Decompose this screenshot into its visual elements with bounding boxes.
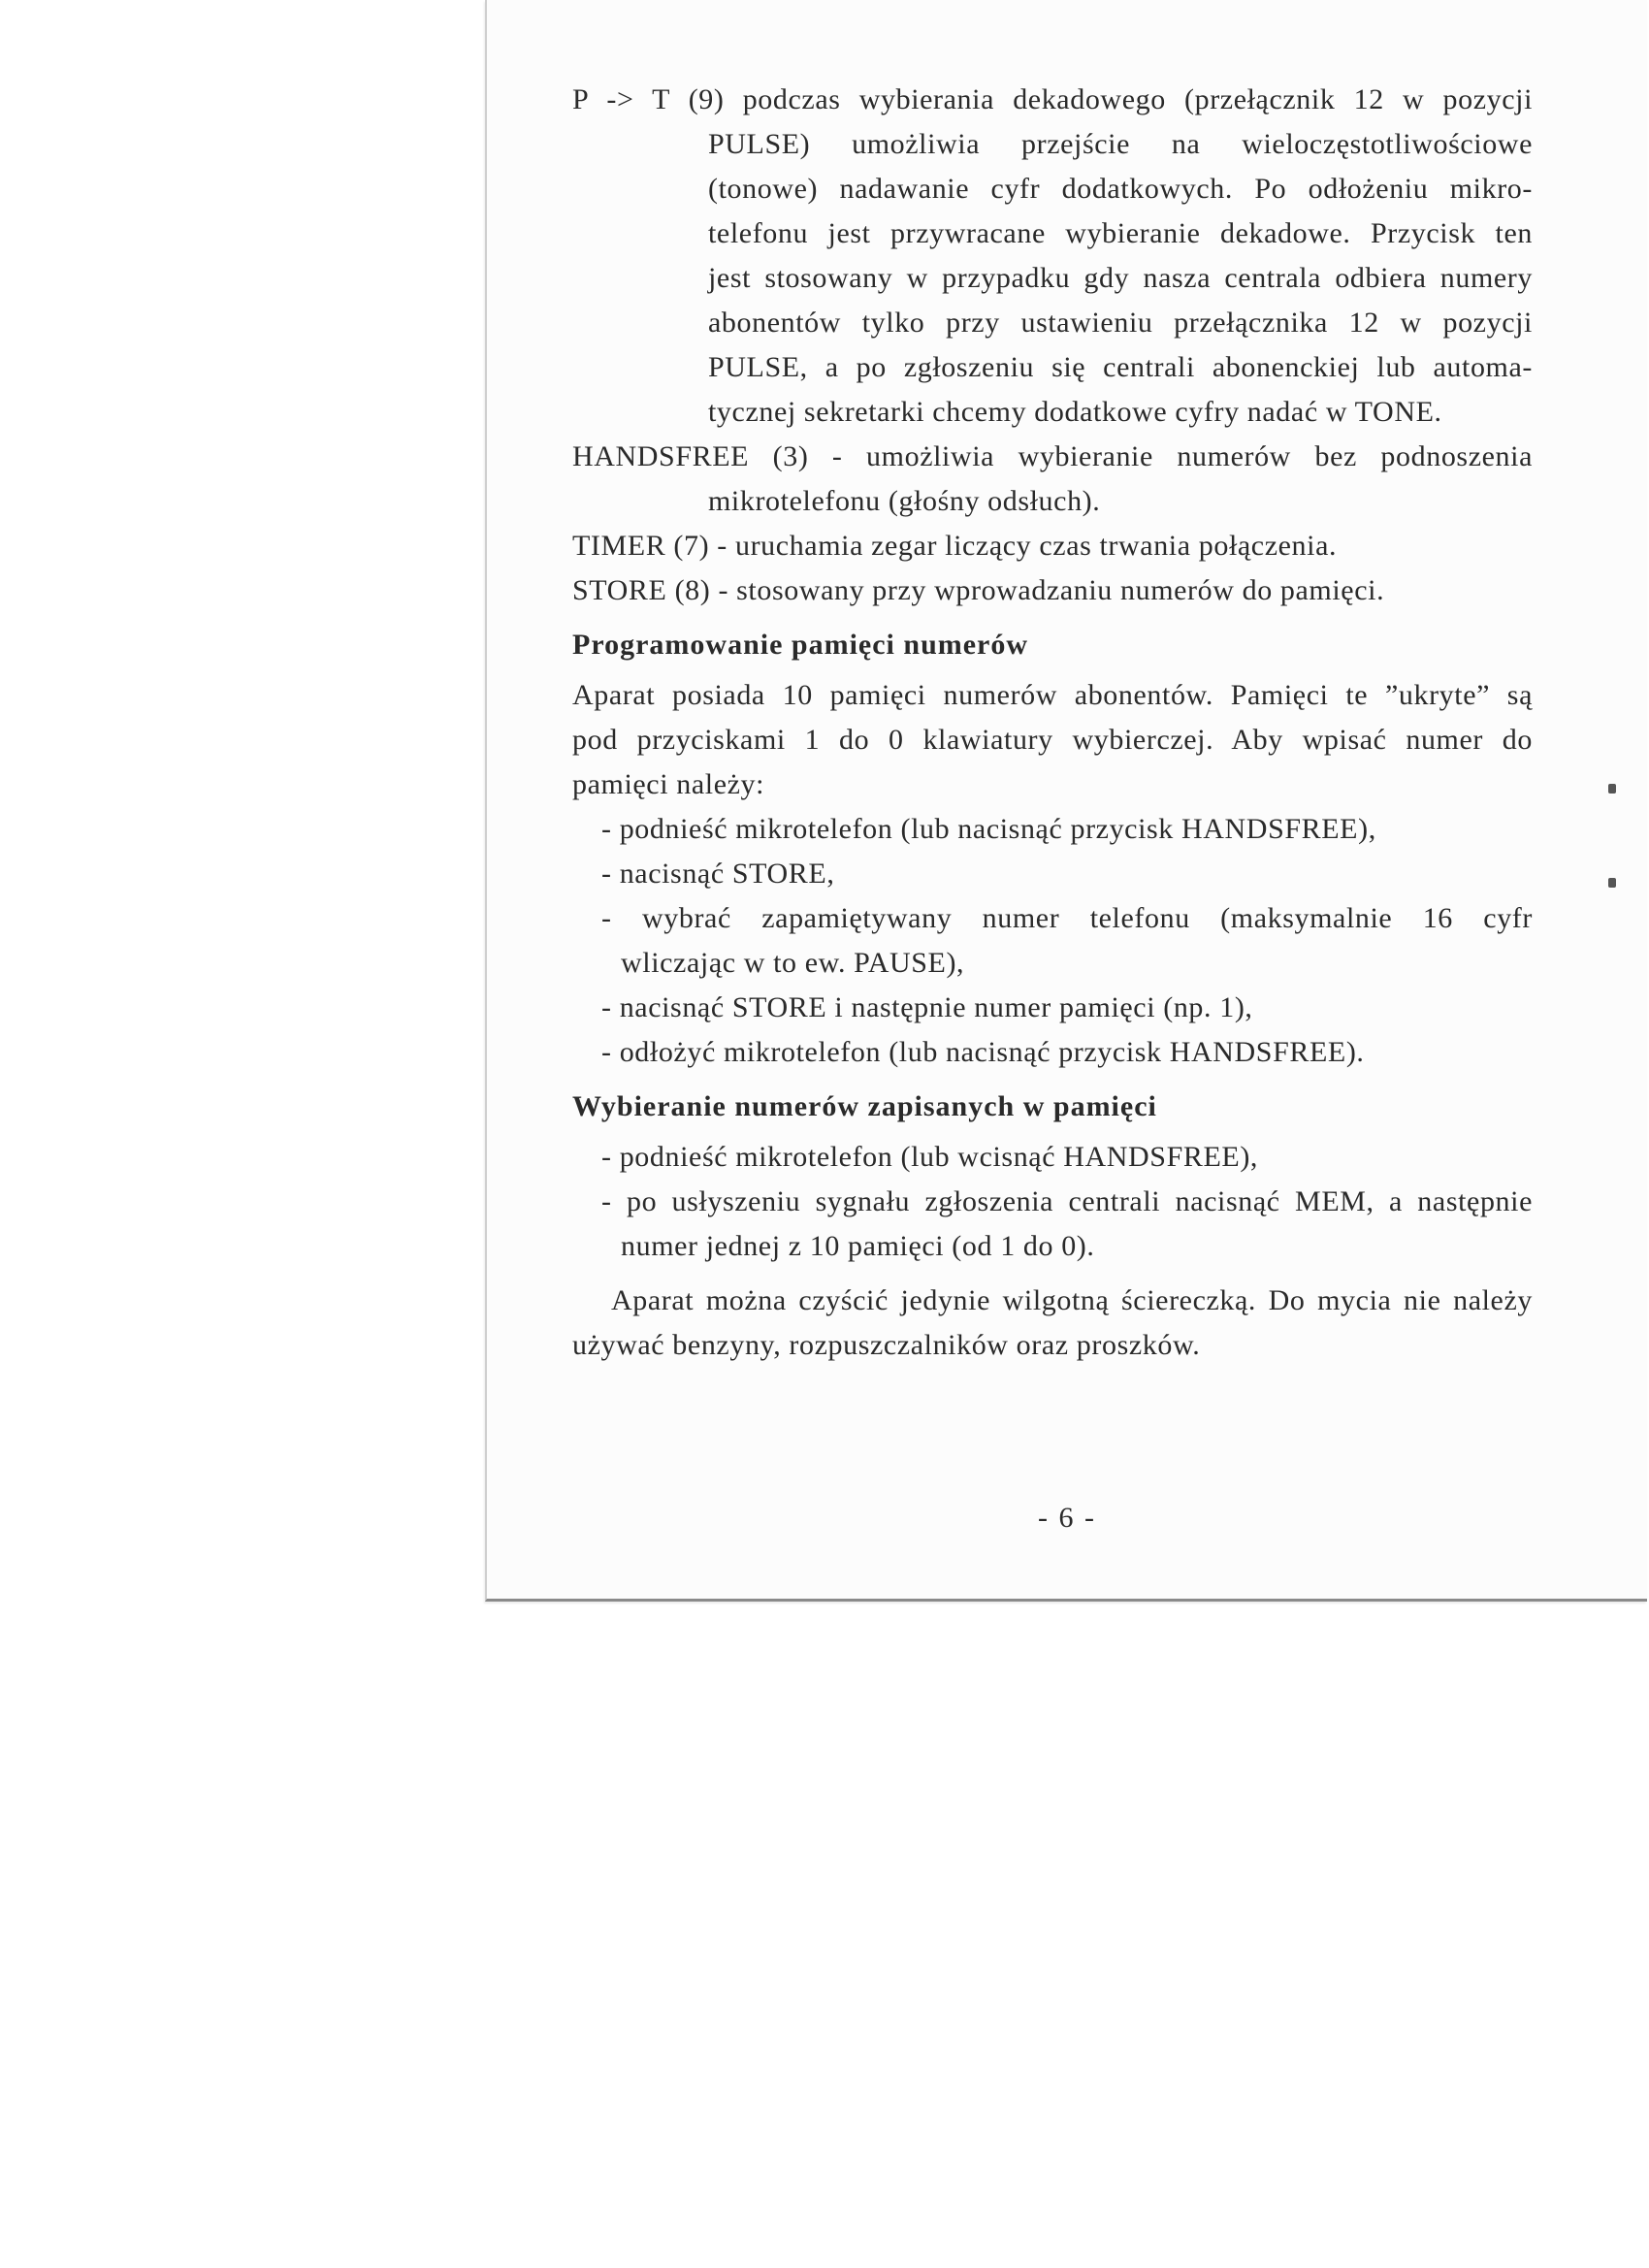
entry-timer: TIMER (7) - uruchamia zegar liczący czas trwania połączenia. [572, 530, 1338, 562]
page-number: - 6 - [1038, 1502, 1096, 1534]
section1-intro: pod przyciskami 1 do 0 klawiatury wybierczej. Aby wpisać numer do [572, 724, 1533, 756]
entry-p-t-cont: PULSE) umożliwia przejście na wieloczęstotliwościowe [708, 128, 1533, 160]
entry-p-t-cont: telefonu jest przywracane wybieranie dekadowe. Przycisk ten [708, 217, 1533, 249]
entry-p-t: P -> T (9) podczas wybierania dekadowego (przełącznik 12 w pozycji [572, 83, 1533, 115]
section2-step: - po usłyszeniu sygnału zgłoszenia centrali nacisnąć MEM, a następnie [601, 1185, 1533, 1217]
entry-p-t-cont: jest stosowany w przypadku gdy nasza centrala odbiera numery [708, 262, 1533, 294]
care-note: używać benzyny, rozpuszczalników oraz proszków. [572, 1329, 1201, 1361]
section1-step: - wybrać zapamiętywany numer telefonu (maksymalnie 16 cyfr [601, 902, 1533, 934]
section1-step: - nacisnąć STORE, [601, 858, 835, 890]
section1-step: - odłożyć mikrotelefon (lub nacisnąć przycisk HANDSFREE). [601, 1036, 1365, 1068]
entry-p-t-cont: PULSE, a po zgłoszeniu się centrali abonenckiej lub automa- [708, 351, 1533, 383]
document-body [572, 78, 1533, 1368]
section1-intro: Aparat posiada 10 pamięci numerów abonentów. Pamięci te ”ukryte” są [572, 679, 1533, 711]
scan-speck [1608, 784, 1616, 794]
entry-handsfree-cont: mikrotelefonu (głośny odsłuch). [708, 485, 1101, 517]
section2-step: - podnieść mikrotelefon (lub wcisnąć HANDSFREE), [601, 1141, 1259, 1173]
entry-store: STORE (8) - stosowany przy wprowadzaniu numerów do pamięci. [572, 574, 1385, 606]
section1-intro: pamięci należy: [572, 768, 765, 800]
entry-handsfree: HANDSFREE (3) - umożliwia wybieranie numerów bez podnoszenia [572, 440, 1533, 472]
section-heading-programming: Programowanie pamięci numerów [572, 629, 1029, 661]
entry-p-t-cont: tycznej sekretarki chcemy dodatkowe cyfry nadać w TONE. [708, 396, 1442, 428]
section1-step: - podnieść mikrotelefon (lub nacisnąć przycisk HANDSFREE), [601, 813, 1376, 845]
entry-p-t-cont: (tonowe) nadawanie cyfr dodatkowych. Po odłożeniu mikro- [708, 173, 1533, 205]
section1-step-cont: wliczając w to ew. PAUSE), [621, 947, 965, 979]
section1-step: - nacisnąć STORE i następnie numer pamięci (np. 1), [601, 991, 1253, 1023]
section2-step-cont: numer jednej z 10 pamięci (od 1 do 0). [621, 1230, 1095, 1262]
scan-speck [1608, 878, 1616, 888]
care-note: Aparat można czyścić jedynie wilgotną ściereczką. Do mycia nie należy [611, 1284, 1533, 1316]
section-heading-dialing: Wybieranie numerów zapisanych w pamięci [572, 1090, 1157, 1122]
entry-p-t-cont: abonentów tylko przy ustawieniu przełącznika 12 w pozycji [708, 307, 1533, 339]
